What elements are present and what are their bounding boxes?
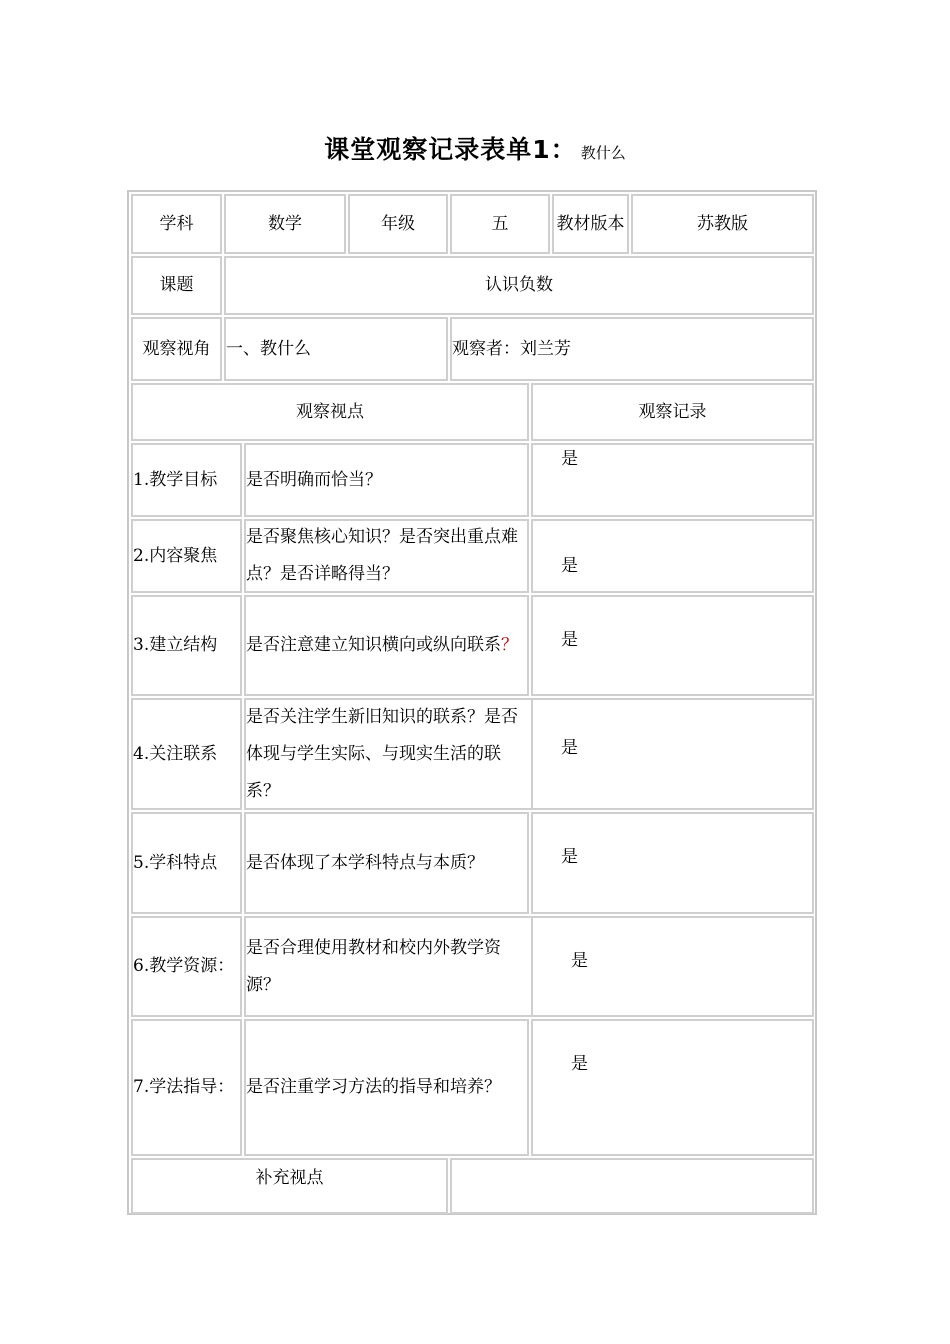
row-6-question: 是否合理使用教材和校内外教学资源？ — [244, 916, 533, 1017]
row-1-name: 1.教学目标 — [131, 443, 242, 517]
row-4-name: 4.关注联系 — [131, 698, 242, 810]
row-5-name: 5.学科特点 — [131, 812, 242, 914]
row-5-record: 是 — [561, 847, 578, 867]
row-7-record-cell — [531, 1019, 814, 1156]
row-4-record: 是 — [561, 738, 578, 758]
title-main: 课堂观察记录表单1： — [324, 135, 577, 164]
supplement-label: 补充视点 — [131, 1158, 448, 1214]
row-6-name: 6.教学资源： — [131, 916, 242, 1017]
column-header-records: 观察记录 — [531, 383, 814, 441]
perspective-label: 观察视角 — [131, 317, 222, 381]
row-2-record: 是 — [561, 556, 578, 576]
grade-value: 五 — [450, 194, 550, 254]
row-7-question: 是否注重学习方法的指导和培养？ — [244, 1019, 529, 1156]
topic-label: 课题 — [131, 256, 222, 315]
row-1-record: 是 — [561, 449, 578, 469]
row-3-name: 3.建立结构 — [131, 595, 242, 696]
row-7-record: 是 — [571, 1054, 588, 1074]
column-header-points: 观察视点 — [131, 383, 529, 441]
row-4-question: 是否关注学生新旧知识的联系？是否体现与学生实际、与现实生活的联系？ — [244, 698, 533, 810]
subject-value: 数学 — [224, 194, 346, 254]
row-2-name: 2.内容聚焦 — [131, 519, 242, 593]
row-5-question: 是否体现了本学科特点与本质？ — [244, 812, 529, 914]
subject-label: 学科 — [131, 194, 222, 254]
page-title — [0, 130, 950, 166]
row-3-record: 是 — [561, 630, 578, 650]
edition-value: 苏教版 — [631, 194, 814, 254]
edition-label: 教材版本 — [552, 194, 629, 254]
title-sub: 教什么 — [580, 144, 626, 162]
perspective-value: 一、教什么 — [224, 317, 448, 381]
observer: 观察者：刘兰芳 — [450, 317, 814, 381]
row-6-record: 是 — [571, 951, 588, 971]
row-1-question: 是否明确而恰当？ — [244, 443, 529, 517]
row-7-name: 7.学法指导： — [131, 1019, 242, 1156]
row-3-question-mark: ？ — [501, 635, 518, 655]
row-2-question: 是否聚焦核心知识？是否突出重点难点？是否详略得当？ — [244, 519, 529, 593]
row-3-question: 是否注意建立知识横向或纵向联系 — [246, 635, 501, 655]
supplement-value[interactable] — [450, 1158, 814, 1214]
topic-value: 认识负数 — [224, 256, 814, 315]
grade-label: 年级 — [348, 194, 448, 254]
row-3-question-cell — [244, 595, 529, 696]
